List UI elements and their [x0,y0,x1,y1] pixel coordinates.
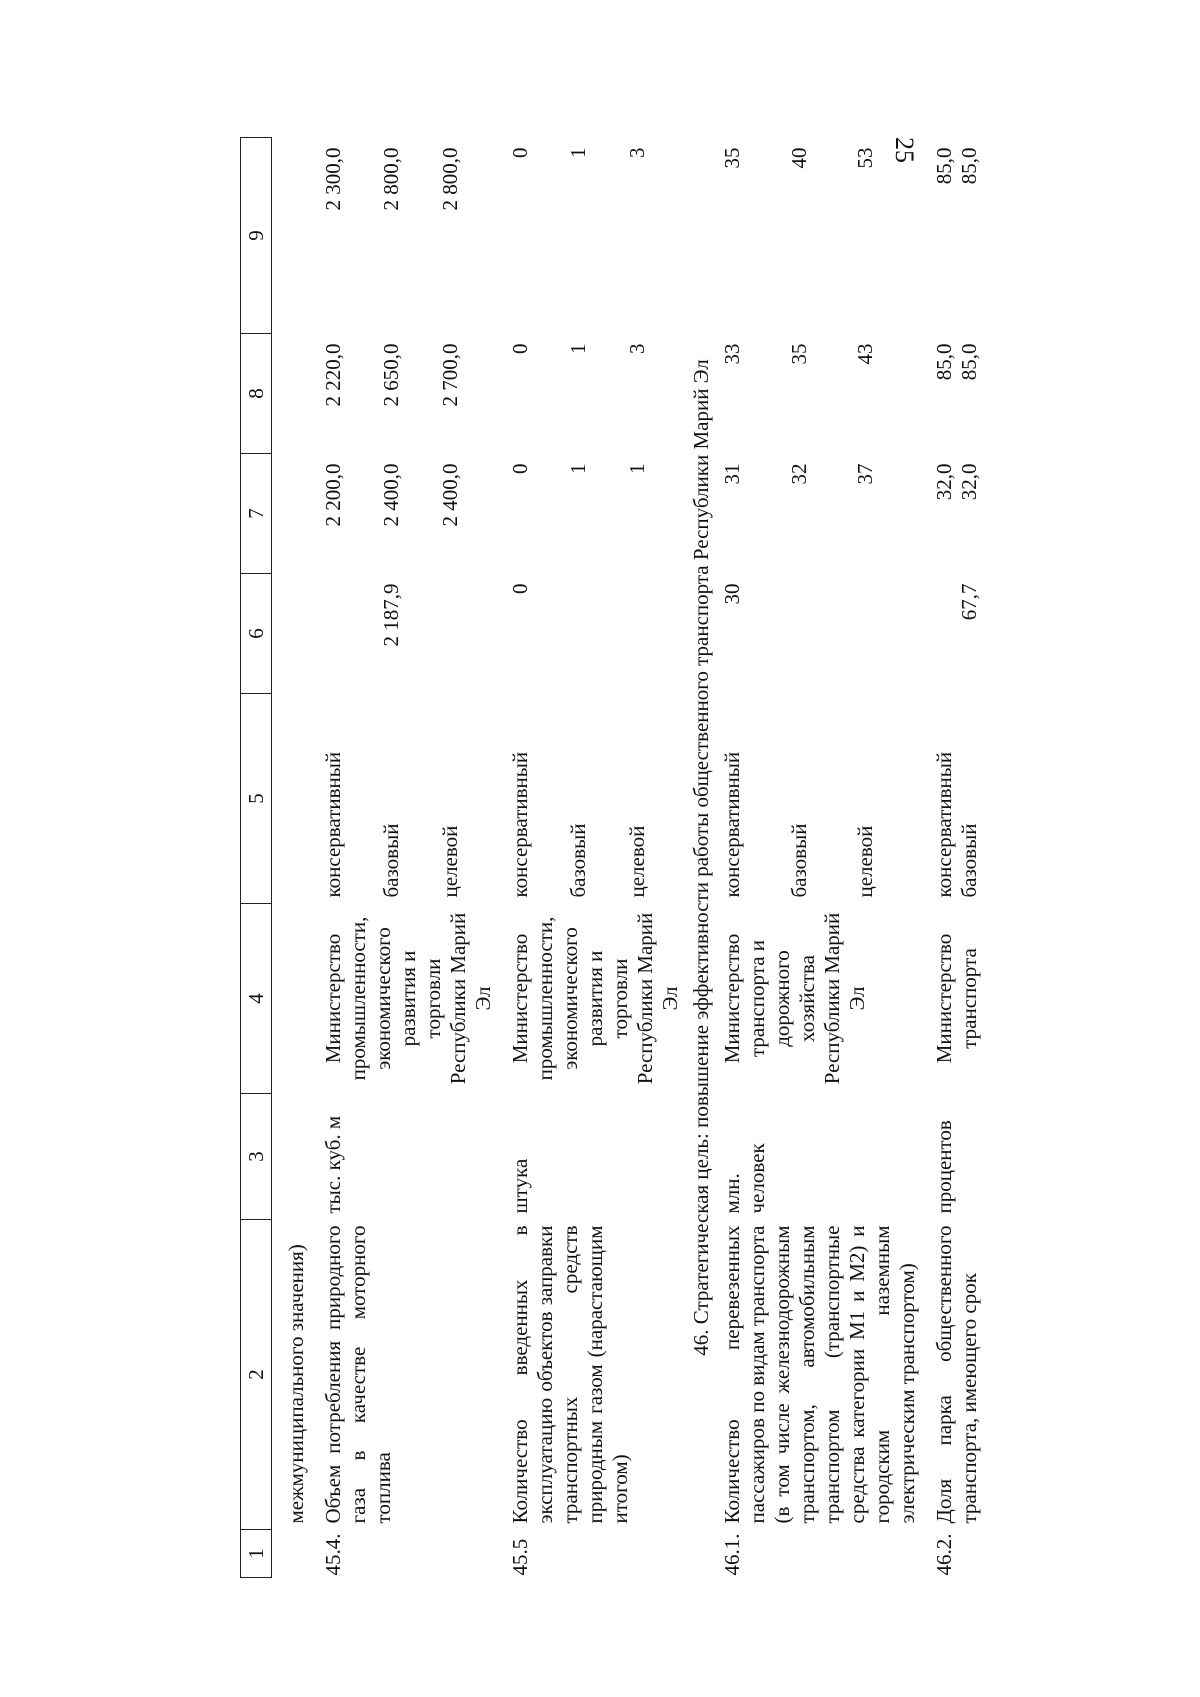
page-number: 25 [890,137,919,163]
value-cell [932,574,957,694]
value-cell: 32,0 [932,463,956,501]
value-cell: 32 [786,463,811,485]
value-cell: 2 200,0 [321,463,345,527]
scenario: целевой [853,825,878,898]
value-cell [438,574,496,694]
scenario: целевой [437,825,462,898]
value-cell: 40 [786,147,811,169]
scenario: консервативный [720,751,744,898]
indicator-name: Количество введенных в эксплуатацию объектов заправки транспортных средств природным газом (нарастающим итогом) [508,1225,632,1524]
value-cell: 35 [786,343,811,365]
value-cell: 2 187,9 [379,583,404,647]
table-row [720,138,787,1578]
column-header: 9 [241,138,272,334]
value-cell: 2 220,0 [321,343,345,407]
value-cell: 2 400,0 [437,463,462,527]
value-cell: 0 [508,583,532,594]
value-cell: 37 [853,463,878,485]
unit: штука [508,1158,532,1214]
continuation-row [284,138,309,1578]
value-cell [321,574,379,694]
value-cell: 31 [720,463,744,485]
value-cell [787,574,854,694]
value-cell: 1 [566,343,591,354]
continuation-text: межмуниципального значения) [284,1244,308,1524]
value-cell: 2 650,0 [379,343,404,407]
scenario: консервативный [321,751,345,898]
indicator-name: Объем потребления природного газа в качестве моторного топлива [321,1225,395,1524]
value-cell: 53 [853,147,878,169]
unit: млн. человек [720,1143,769,1214]
scenario: консервативный [508,751,532,898]
value-cell: 3 [624,147,649,158]
column-header: 4 [241,904,272,1094]
value-cell: 2 400,0 [379,463,404,527]
value-cell: 33 [720,343,744,365]
value-cell: 43 [853,343,878,365]
value-cell: 2 800,0 [379,147,404,211]
column-header: 2 [241,1220,272,1530]
value-cell: 1 [624,463,649,474]
column-header: 3 [241,1094,272,1220]
value-cell: 35 [720,147,744,169]
value-cell: 0 [508,147,532,158]
value-cell: 85,0 [957,147,981,185]
column-header: 7 [241,454,272,574]
column-number-row [241,138,272,1578]
value-cell: 30 [720,583,744,605]
value-cell: 32,0 [957,463,981,501]
column-header: 8 [241,334,272,454]
value-cell: 67,7 [957,583,981,621]
scenario: базовый [379,823,404,898]
responsible-org: Министерство транспорта [932,933,981,1064]
row-number: 45.4. [321,1533,345,1576]
row-number: 46.2. [932,1533,956,1576]
indicators-table [240,137,982,1578]
scenario: консервативный [932,751,956,898]
responsible-org: Министерство промышленности, экономического развития и торговли Республики Марий Эл [321,912,495,1085]
column-header: 6 [241,574,272,694]
scenario: базовый [786,823,811,898]
column-header: 1 [241,1530,272,1578]
value-cell: 3 [624,343,649,354]
responsible-org: Министерство транспорта и дорожного хозяйства Республики Марий Эл [720,912,869,1085]
scenario: целевой [624,825,649,898]
value-cell [625,574,683,694]
unit: процентов [932,1120,956,1214]
value-cell: 0 [508,343,532,354]
indicator-name: Количество перевезенных пассажиров по видам транспорта (в том числе железнодорожным транспортом, автомобильным транспортом (транспортные средства категории М1 и М2) и городским наземным электрическим транспортом) [720,1225,919,1524]
column-header: 5 [241,694,272,904]
value-cell: 2 300,0 [321,147,345,211]
row-number: 46.1. [720,1533,744,1576]
value-cell: 2 700,0 [437,343,462,407]
value-cell: 85,0 [932,343,956,381]
table-row [508,138,566,1578]
unit: тыс. куб. м [321,1115,345,1214]
row-number: 45.5 [508,1538,532,1576]
table-row [932,138,957,1578]
value-cell: 85,0 [957,343,981,381]
goal-heading: 46. Стратегическая цель: повышение эффективности работы общественного транспорта Республики Марий Эл [689,359,713,1356]
value-cell [566,574,624,694]
responsible-org: Министерство промышленности, экономического развития и торговли Республики Марий Эл [508,912,682,1085]
value-cell: 1 [566,463,591,474]
scenario: базовый [566,823,591,898]
value-cell: 2 800,0 [437,147,462,211]
value-cell: 1 [566,147,591,158]
indicator-name: Доля парка общественного транспорта, имеющего срок [932,1225,981,1524]
value-cell: 0 [508,463,532,474]
value-cell [853,574,920,694]
goal-heading-row [683,138,720,1578]
rotated-table-container [240,138,1020,1578]
table-row [321,138,379,1578]
scenario: базовый [957,823,981,898]
value-cell: 85,0 [932,147,956,185]
